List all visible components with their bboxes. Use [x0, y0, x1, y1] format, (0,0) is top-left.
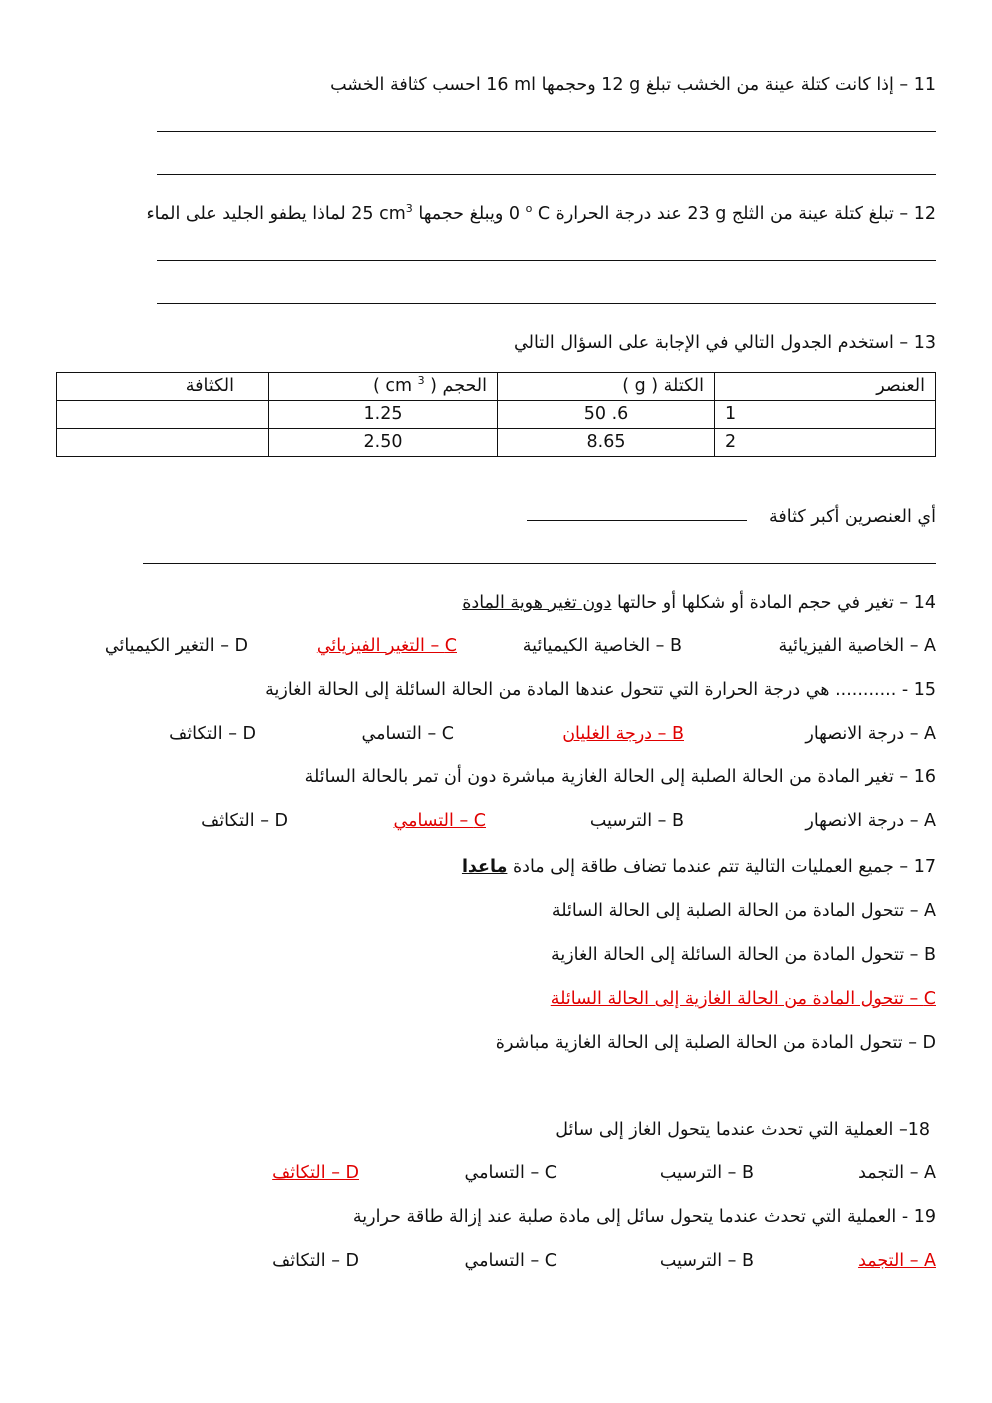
- density-table: [56, 372, 936, 457]
- header-element: العنصر: [715, 373, 936, 401]
- answer-blank[interactable]: [527, 520, 747, 521]
- q16-text: 16 – تغير المادة من الحالة الصلبة إلى الحالة الغازية مباشرة دون أن تمر بالحالة السائلة: [304, 767, 936, 787]
- q12-text-d: لماذا يطفو الجليد على الماء: [146, 204, 346, 224]
- q15-option-a[interactable]: A – درجة الانصهار: [805, 724, 936, 744]
- q11-volume: 16 ml: [486, 75, 537, 95]
- q15-option-d[interactable]: D – التكاثف: [169, 724, 256, 744]
- answer-line[interactable]: [157, 131, 936, 132]
- q17-option-c[interactable]: C – تتحول المادة من الحالة الغازية إلى الحالة السائلة: [550, 989, 936, 1009]
- q14-option-b[interactable]: B – الخاصية الكيميائية: [522, 636, 682, 656]
- q15-text: 15 - ........... هي درجة الحرارة التي تتحول عندها المادة من الحالة السائلة إلى الحالة الغازية: [265, 680, 936, 700]
- question-19: [353, 1204, 936, 1230]
- question-15: [265, 677, 936, 703]
- cell-mass: 6. 50: [498, 401, 715, 429]
- q14-option-a[interactable]: A – الخاصية الفيزيائية: [778, 636, 936, 656]
- q14-text-a: 14 – تغير في حجم المادة أو شكلها أو حالتها: [617, 593, 936, 613]
- question-18: [555, 1117, 930, 1143]
- table-header-row: [57, 373, 936, 401]
- q18-text: 18– العملية التي تحدث عندما يتحول الغاز إلى سائل: [555, 1120, 930, 1140]
- q15-option-c[interactable]: C – التسامي: [361, 724, 454, 744]
- q19-option-d[interactable]: D – التكاثف: [272, 1251, 359, 1271]
- question-12: [146, 201, 936, 227]
- question-16: [305, 764, 936, 790]
- question-11: [330, 72, 936, 98]
- table-row: [57, 429, 936, 457]
- q13-question-text: أي العنصرين أكبر كثافة: [768, 507, 936, 527]
- table-row: [57, 401, 936, 429]
- answer-line[interactable]: [157, 260, 936, 261]
- header-density: الكثافة: [57, 373, 269, 401]
- q16-option-d[interactable]: D – التكاثف: [201, 811, 288, 831]
- q12-text-b: عند درجة الحرارة: [555, 204, 682, 224]
- question-17: [462, 854, 936, 880]
- q19-option-b[interactable]: B – الترسيب: [659, 1251, 754, 1271]
- cell-density[interactable]: [57, 429, 269, 457]
- q12-volume: 25 $cm^3$: [351, 202, 413, 224]
- answer-line[interactable]: [157, 303, 936, 304]
- q16-option-b[interactable]: B – الترسيب: [589, 811, 684, 831]
- q17-option-a[interactable]: A – تتحول المادة من الحالة الصلبة إلى الحالة السائلة: [551, 901, 936, 921]
- cell-element: 1: [715, 401, 936, 429]
- q14-option-c[interactable]: C – التغير الفيزيائي: [316, 636, 457, 656]
- q11-text-a: 11 – إذا كانت كتلة عينة من الخشب تبلغ: [645, 75, 936, 95]
- answer-line[interactable]: [157, 174, 936, 175]
- question-13: [514, 330, 936, 356]
- q14-option-d[interactable]: D – التغير الكيميائي: [104, 636, 248, 656]
- q11-text-b: وحجمها: [541, 75, 596, 95]
- q19-text: 19 - العملية التي تحدث عندما يتحول سائل إلى مادة صلبة عند إزالة طاقة حرارية: [352, 1207, 936, 1227]
- cell-volume: 2.50: [269, 429, 498, 457]
- cell-density[interactable]: [57, 401, 269, 429]
- q18-option-d[interactable]: D – التكاثف: [272, 1163, 359, 1183]
- q19-option-c[interactable]: C – التسامي: [464, 1251, 557, 1271]
- q13-question: [769, 504, 936, 530]
- q12-mass: 23 g: [687, 204, 727, 224]
- cell-mass: 8.65: [498, 429, 715, 457]
- q17-emphasis: ماعدا: [461, 857, 508, 877]
- q18-option-b[interactable]: B – الترسيب: [659, 1163, 754, 1183]
- q11-mass: 12 g: [601, 75, 641, 95]
- q17-text: 17 – جميع العمليات التالية تتم عندما تضاف طاقة إلى مادة: [512, 857, 936, 877]
- question-14: [462, 590, 936, 616]
- q14-text-b: دون تغير هوية المادة: [462, 593, 612, 613]
- header-mass: الكتلة ( g ): [498, 373, 715, 401]
- q16-option-a[interactable]: A – درجة الانصهار: [805, 811, 936, 831]
- q18-option-a[interactable]: A – التجمد: [858, 1163, 936, 1183]
- q19-option-a[interactable]: A – التجمد: [858, 1251, 936, 1271]
- q11-text-c: احسب كثافة الخشب: [330, 75, 481, 95]
- header-volume: الحجم ( cm $^3$ ): [269, 373, 498, 401]
- q17-option-b[interactable]: B – تتحول المادة من الحالة السائلة إلى الحالة الغازية: [550, 945, 936, 965]
- q18-option-c[interactable]: C – التسامي: [464, 1163, 557, 1183]
- q12-temperature: 0 $^o$ C: [508, 202, 551, 224]
- answer-line[interactable]: [143, 563, 936, 564]
- q12-text-c: ويبلغ حجمها: [418, 204, 504, 224]
- q12-text-a: 12 – تبلغ كتلة عينة من الثلج: [731, 204, 936, 224]
- cell-volume: 1.25: [269, 401, 498, 429]
- q17-option-d[interactable]: D – تتحول المادة من الحالة الصلبة إلى الحالة الغازية مباشرة: [495, 1033, 936, 1053]
- q13-intro: 13 – استخدم الجدول التالي في الإجابة على السؤال التالي: [514, 333, 936, 353]
- q15-option-b[interactable]: B – درجة الغليان: [562, 724, 684, 744]
- cell-element: 2: [715, 429, 936, 457]
- q16-option-c[interactable]: C – التسامي: [393, 811, 486, 831]
